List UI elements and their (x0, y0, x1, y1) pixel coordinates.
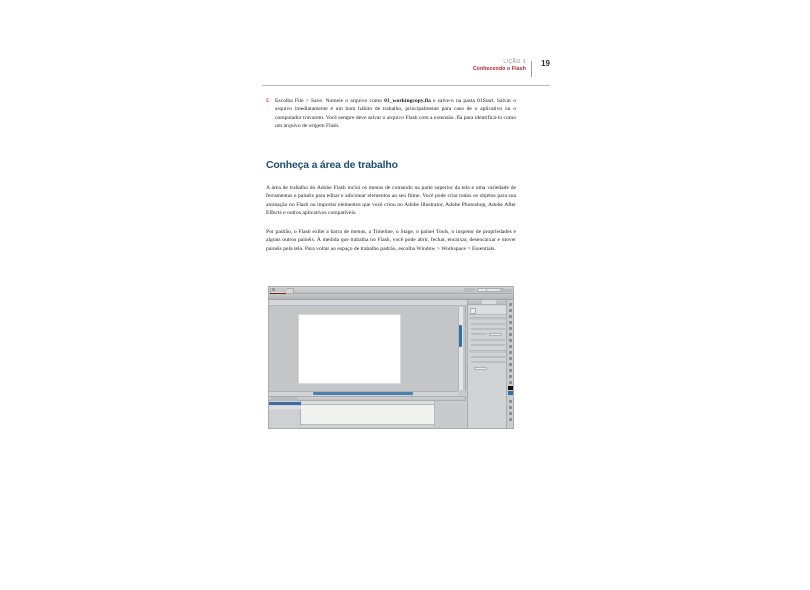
numbered-step (266, 97, 516, 131)
tool-options-icon (509, 418, 513, 421)
edit-scene-symbol-icons (464, 288, 474, 292)
stage-horizontal-scroll-thumb (313, 392, 413, 396)
property-section-header (469, 317, 507, 320)
property-label (471, 333, 487, 335)
stage-canvas (298, 314, 401, 384)
stage-vertical-scrollbar (458, 307, 463, 390)
scene-icon (272, 288, 275, 291)
property-row (471, 328, 505, 330)
fill-color-swatch (508, 391, 512, 395)
tool-lasso-icon (509, 321, 513, 324)
section-heading: Conheça a área de trabalho (266, 160, 398, 171)
tool-pencil-icon (509, 351, 513, 354)
step-body (275, 97, 516, 131)
section-paragraph-2: Por padrão, o Flash exibe a barra de menus, a Timeline, o Stage, o painel Tools, o inspetor de propriedades e alguns outros painéis. À medida que trabalha no Flash, você pode abrir, fechar, encaixar, desencaixar e mover painéis pela tela. Para voltar ao espaço de trabalho padrão, escolha Window > Workspace > Essentials. (266, 229, 516, 252)
step-text-lead: Escolha File > Save. Nomeie o arquivo como (275, 98, 385, 104)
tab-properties (482, 300, 496, 304)
section-heading-wrap (266, 161, 516, 171)
tool-brush-icon (509, 357, 513, 360)
step-text-rest: e salve-o na pasta 01Start. Salvar o arquivo imediatamente é um bom hábito de trabalho, principalmente para caso de o aplicativo ou o computador travarem. Você sempre deve salvar o arquivo Flash com a extensão .fla para identificá-lo como um arquivo de origem Flash. (275, 98, 517, 130)
property-input (489, 333, 502, 336)
zoom-level-select (477, 288, 487, 292)
property-section-header (469, 350, 507, 353)
timeline-right-filler (434, 401, 466, 429)
section-paragraph-1: A área de trabalho do Adobe Flash inclui os menus de comando na parte superior da tela e uma variedade de ferramentas e painéis para editar e adicionar elementos ao seu filme. Você pode criar todos os objetos para sua animação no Flash ou importar elementos que você criou no Adobe Illustrator, Adobe Photoshop, Adobe After Effects e outros aplicativos compatíveis. (266, 185, 516, 217)
tool-zoom-icon (509, 406, 513, 409)
tool-text-icon (509, 333, 513, 336)
running-head-lesson-label: LIÇÃO 1 (503, 59, 526, 65)
tool-bone-icon (509, 363, 513, 366)
timeline-panel (269, 396, 466, 429)
property-row (471, 356, 505, 358)
window-controls (500, 289, 512, 292)
tool-line-icon (509, 339, 513, 342)
property-row (471, 361, 505, 363)
properties-panel (467, 300, 507, 429)
running-head-stack (473, 60, 526, 73)
step-number: 5 (266, 98, 269, 104)
tools-panel (506, 300, 513, 429)
page-number: 19 (541, 59, 550, 68)
tool-rectangle-icon (509, 345, 513, 348)
tool-selection-icon (509, 303, 513, 306)
timeline-frame-grid (301, 405, 434, 425)
tool-subselect-icon (509, 309, 513, 312)
header-rule (262, 85, 550, 86)
property-row (471, 344, 505, 346)
property-input (474, 367, 487, 370)
running-head-divider (531, 61, 532, 77)
timeline-layer-row (269, 406, 301, 409)
running-head (262, 60, 550, 82)
text-column (266, 97, 516, 131)
tool-freetransform-icon (509, 315, 513, 318)
property-row (471, 339, 505, 341)
tool-pen-icon (509, 327, 513, 330)
figure-flash-workspace-screenshot (268, 286, 514, 429)
running-head-chapter-title: Conhecendo o Flash (472, 66, 526, 73)
pasteboard (269, 306, 466, 391)
stage-vertical-scroll-thumb (459, 325, 463, 347)
tool-snap-icon (509, 412, 513, 415)
property-row (471, 323, 505, 325)
tool-eyedropper-icon (509, 375, 513, 378)
tool-paintbucket-icon (509, 369, 513, 372)
property-object-thumbnail (470, 308, 476, 314)
timeline-footer-controls (269, 426, 434, 430)
step-text-bold-filename: 01_workingcopy.fla (384, 98, 431, 104)
tool-eraser-icon (509, 381, 513, 384)
stroke-color-swatch (508, 386, 512, 390)
tool-hand-icon (509, 400, 513, 403)
